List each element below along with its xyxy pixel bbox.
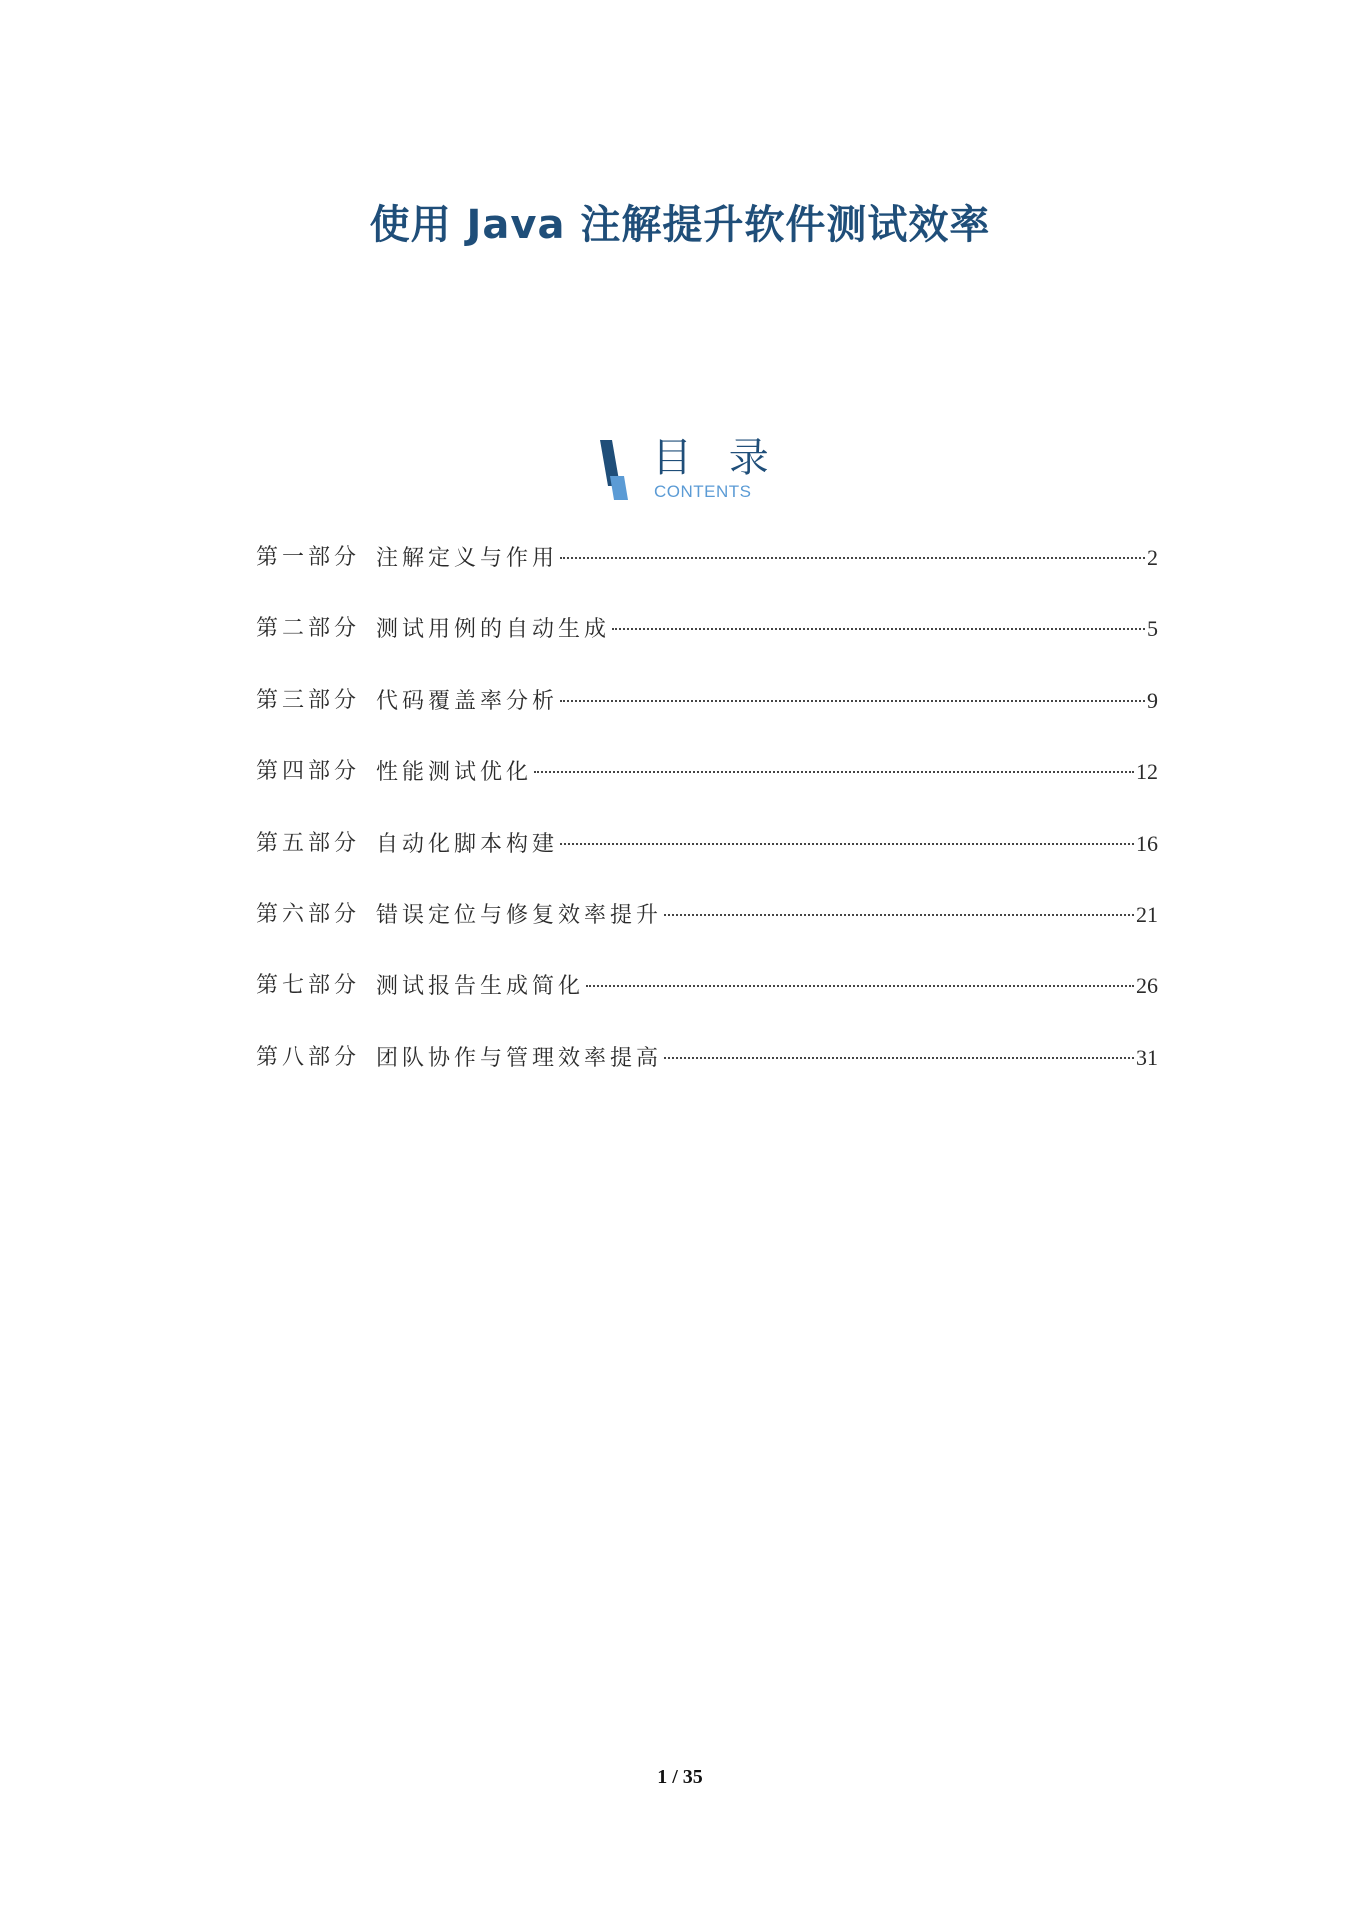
toc-page-number: 31 (1136, 1044, 1158, 1070)
toc-entry-title: 测试用例的自动生成 (376, 617, 611, 643)
toc-part-label: 第六部分 (256, 901, 361, 927)
toc-leader-dots (534, 771, 1134, 773)
toc-leader-dots (664, 1057, 1134, 1059)
toc-entry[interactable] (256, 683, 1158, 754)
toc-entry-line (376, 968, 1158, 1005)
toc-entry-title: 性能测试优化 (376, 760, 533, 786)
toc-part-label: 第一部分 (256, 545, 361, 570)
toc-entry-line (376, 754, 1158, 791)
toc-page-number: 21 (1136, 901, 1158, 927)
toc-part-label: 第五部分 (256, 830, 361, 856)
toc-entry-title: 团队协作与管理效率提高 (376, 1045, 663, 1071)
toc-entry[interactable] (256, 897, 1158, 968)
toc-entry[interactable] (256, 754, 1158, 825)
toc-part-label: 第八部分 (256, 1044, 361, 1070)
toc-entry-title: 自动化脚本构建 (376, 831, 559, 857)
toc-leader-dots (664, 914, 1134, 916)
toc-leader-dots (560, 843, 1134, 845)
toc-entry[interactable] (256, 540, 1158, 611)
document-title: 使用 Java 注解提升软件测试效率 (369, 201, 991, 248)
toc-leader-dots (586, 985, 1134, 987)
toc-page-number: 16 (1136, 830, 1158, 856)
toc-entry-line (376, 897, 1158, 934)
toc-entry-line (376, 826, 1158, 863)
toc-page-number: 2 (1147, 545, 1158, 570)
toc-entry[interactable] (256, 826, 1158, 897)
toc-entry[interactable] (256, 1040, 1158, 1111)
toc-heading (600, 435, 800, 502)
toc-entry[interactable] (256, 968, 1158, 1039)
toc-subtitle: CONTENTS (654, 482, 752, 501)
toc-page-number: 9 (1147, 687, 1158, 713)
toc-list (256, 540, 1158, 1111)
toc-entry-title: 测试报告生成简化 (376, 974, 585, 1000)
toc-entry-line (376, 540, 1158, 577)
toc-logo-icon (600, 440, 632, 500)
toc-entry-title: 代码覆盖率分析 (376, 688, 559, 714)
page-number-footer: 1 / 35 (657, 1766, 703, 1788)
toc-title: 目 录 (652, 435, 781, 481)
toc-page-number: 5 (1147, 616, 1158, 642)
toc-entry[interactable] (256, 611, 1158, 682)
toc-entry-line (376, 683, 1158, 720)
toc-part-label: 第七部分 (256, 973, 361, 999)
toc-entry-line (376, 611, 1158, 648)
toc-entry-title: 错误定位与修复效率提升 (376, 902, 663, 928)
toc-part-label: 第二部分 (256, 616, 361, 642)
toc-page-number: 12 (1136, 759, 1158, 785)
toc-entry-line (376, 1040, 1158, 1077)
toc-leader-dots (560, 557, 1145, 559)
toc-part-label: 第三部分 (256, 687, 361, 713)
toc-part-label: 第四部分 (256, 759, 361, 785)
toc-leader-dots (612, 628, 1145, 630)
toc-leader-dots (560, 700, 1145, 702)
toc-page-number: 26 (1136, 973, 1158, 999)
toc-entry-title: 注解定义与作用 (376, 546, 559, 571)
